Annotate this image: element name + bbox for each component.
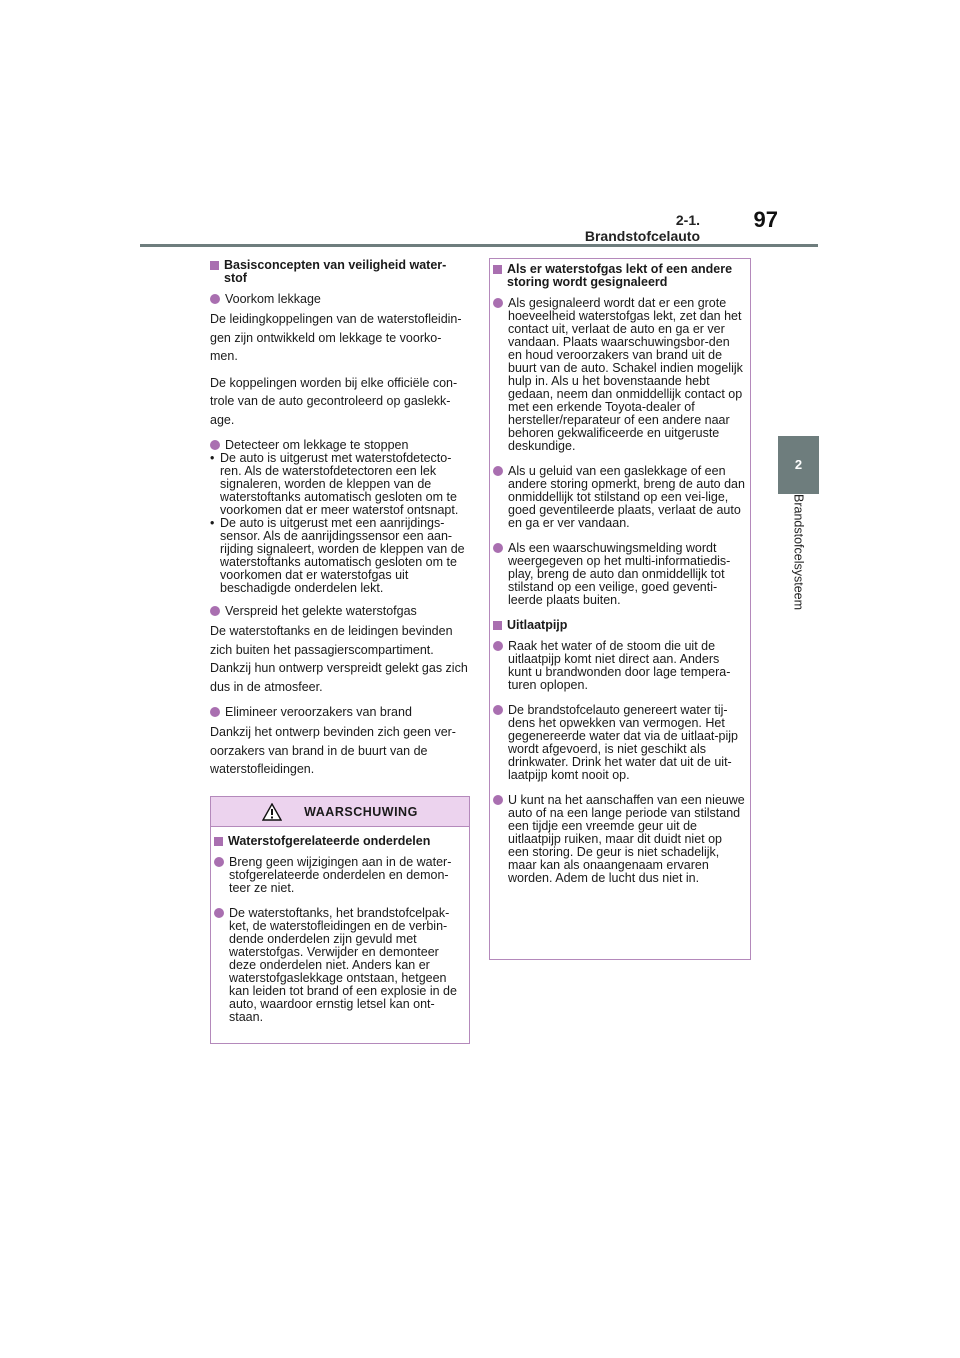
list-item: Als gesignaleerd wordt dat er een grote hoeveelheid waterstofgas lekt, zet dan het contact uit, verlaat de auto en ga er ver vandaan. Plaats waarschuwingsbor-den en houd veroorzakers van brand uit de buurt van de auto. Schakel indien mogelijk hulp in. Als u het bovenstaande hebt gedaan, neem dan onmiddellijk contact op met een erkende Toyota-dealer of hersteller/reparateur of een andere naar behoren gekwalificeerde en uitgeruste deskundige. [493,297,746,453]
circle-bullet-icon [210,606,220,616]
section-heading: Als er waterstofgas lekt of een andere storing wordt gesignaleerd [493,263,746,289]
square-bullet-icon [493,265,502,274]
header-rule [140,244,818,247]
circle-bullet-icon [493,298,503,308]
circle-bullet-icon [214,908,224,918]
list-item: Als u geluid van een gaslekkage of een andere storing opmerkt, breng de auto dan onmiddellijk tot stilstand op een vei-lige, goed geventileerde plaats, verlaat de auto en ga er ver vandaan. [493,465,746,530]
square-bullet-icon [210,261,219,270]
bullet-list [210,452,468,595]
square-bullet-icon [493,621,502,630]
circle-bullet-icon [210,707,220,717]
list-item: • De auto is uitgerust met een aanrijdings-sensor. Als de aanrijdingssensor een aan-rijding signaleert, worden de kleppen van de waterstoftanks automatisch gesloten om te voorkomen dat er waterstofgas uit beschadigde onderdelen lekt. [210,517,468,595]
chapter-title: Brandstofcelsysteem [791,494,806,611]
circle-bullet-icon [493,543,503,553]
list-item: De brandstofcelauto genereert water tij-dens het opwekken van vermogen. Het gegenereerde water dat via de uitlaat-pijp wordt afgevoerd, is niet geschikt als drinkwater. Drink het water dat uit de uit-laatpijp komt nooit op. [493,704,746,782]
chapter-number-tab: 2 [778,436,819,494]
list-item: • De auto is uitgerust met waterstofdetecto-ren. Als de waterstofdetectoren een lek signaleren, worden de kleppen van de waterstoftanks automatisch gesloten om te voorkomen dat er meer waterstof ontsnapt. [210,452,468,517]
warning-header [211,797,469,827]
circle-bullet-icon [493,795,503,805]
left-column [210,259,468,787]
list-item: U kunt na het aanschaffen van een nieuwe auto of na een lange periode van stilstand een tijdje een vreemde geur uit de uitlaatpijp ruiken, maar dit duidt niet op een storing. De geur is niet schadelijk, maar kan als onaangenaam ervaren worden. Adem de lucht dus niet in. [493,794,746,885]
list-item: De waterstoftanks, het brandstofcelpak-ket, de waterstofleidingen en de verbin-dende onderdelen zijn gevuld met waterstofgas. Verwijder en demonteer deze onderdelen niet. Anders kan er waterstofgaslekkage ontstaan, hetgeen kan leiden tot brand of een explosie in de auto, waardoor ernstig letsel kan ont-staan. [214,907,465,1024]
paragraph: Dankzij het ontwerp bevinden zich geen ver-oorzakers van brand in de buurt van de waterstofleidingen. [210,725,456,776]
chapter-side-label [778,494,819,674]
list-item: Raak het water of de stoom die uit de uitlaatpijp komt niet direct aan. Anders kunt u brandwonden door lage tempera-turen oplopen. [493,640,746,692]
section-title: 2-1. Brandstofcelauto [584,212,700,244]
circle-bullet-icon [493,705,503,715]
section-heading: Basisconcepten van veiligheid water-stof [210,259,468,285]
subheading: Detecteer om lekkage te stoppen [210,439,468,452]
list-item: Als een waarschuwingsmelding wordt weergegeven op het multi-informatiedis-play, breng de auto dan onmiddellijk tot stilstand op een veilige, goed geventi-leerde plaats buiten. [493,542,746,607]
paragraph: De koppelingen worden bij elke officiële con-trole van de auto gecontroleerd op gaslekk-age. [210,375,458,427]
square-bullet-icon [214,837,223,846]
page-number: 97 [753,207,778,232]
warning-triangle-icon [262,803,282,821]
list-item: Breng geen wijzigingen aan in de water-stofgerelateerde onderdelen en demon-teer ze niet. [214,856,465,895]
paragraph: De leidingkoppelingen van de waterstofleidin-gen zijn ontwikkeld om lekkage te voorko-men. [210,312,462,363]
warning-title: WAARSCHUWING [304,804,418,819]
section-heading: Waterstofgerelateerde onderdelen [214,835,465,848]
subheading: Verspreid het gelekte waterstofgas [210,605,468,618]
circle-bullet-icon [214,857,224,867]
warning-box [210,796,470,1044]
section-heading: Uitlaatpijp [493,619,746,632]
circle-bullet-icon [210,294,220,304]
circle-bullet-icon [210,440,220,450]
paragraph: De waterstoftanks en de leidingen bevinden zich buiten het passagierscompartiment. Dankzij hun ontwerp verspreidt gelekt gas zich dus in de atmosfeer. [210,624,468,694]
info-box [489,258,751,960]
subheading: Voorkom lekkage [210,293,468,306]
subheading: Elimineer veroorzakers van brand [210,706,468,719]
circle-bullet-icon [493,641,503,651]
circle-bullet-icon [493,466,503,476]
